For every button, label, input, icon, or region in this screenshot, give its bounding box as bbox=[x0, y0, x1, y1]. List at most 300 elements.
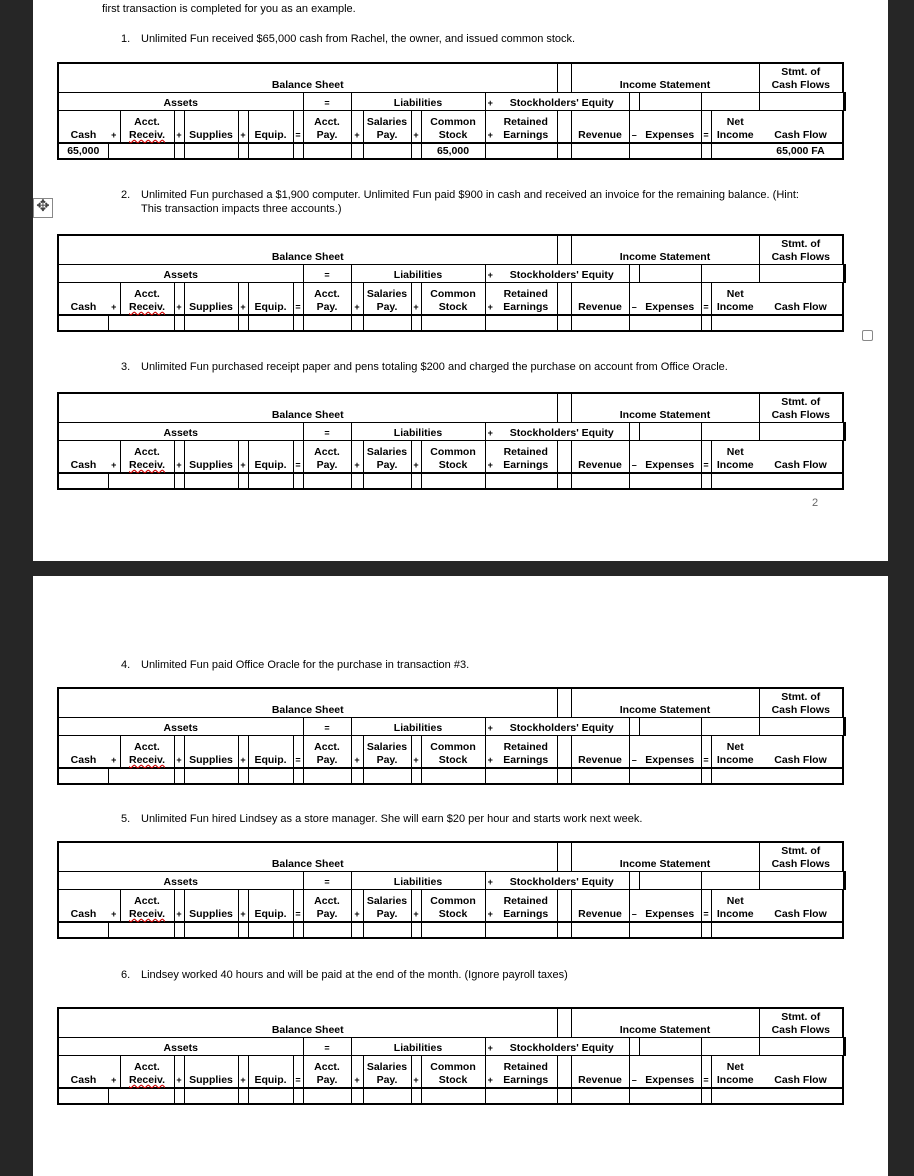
col-header-revenue: Revenue bbox=[571, 283, 629, 316]
equals-sign: = bbox=[701, 111, 711, 144]
col-header-salaries-pay: Salaries Pay. bbox=[363, 890, 411, 923]
equals-sign: = bbox=[701, 736, 711, 769]
assets-header: Assets bbox=[58, 93, 303, 111]
cash-flow-cell bbox=[843, 93, 845, 111]
col-header-supplies: Supplies bbox=[184, 283, 238, 316]
balance-sheet-header: Balance Sheet bbox=[58, 393, 557, 423]
income-cell bbox=[759, 872, 843, 890]
income-cell bbox=[759, 93, 843, 111]
income-cell bbox=[711, 872, 759, 890]
entry-cash[interactable]: 65,000 bbox=[58, 143, 108, 159]
col-header-common-stock: Common Stock bbox=[421, 111, 485, 144]
entry-net-income[interactable] bbox=[711, 1088, 759, 1104]
income-cell bbox=[711, 93, 759, 111]
entry-acct-receiv[interactable] bbox=[120, 315, 174, 331]
entry-acct-receiv[interactable] bbox=[120, 1088, 174, 1104]
question-text: Lindsey worked 40 hours and will be paid at the end of the month. (Ignore payroll taxes) bbox=[141, 969, 568, 981]
col-header-cash: Cash bbox=[58, 1056, 108, 1089]
entry-salaries-pay[interactable] bbox=[363, 1088, 411, 1104]
plus-sign: + bbox=[411, 736, 421, 769]
entry-net-income[interactable] bbox=[711, 473, 759, 489]
col-header-retained-earnings: Retained Earnings bbox=[495, 736, 557, 769]
entry-common-stock[interactable] bbox=[421, 315, 485, 331]
gap-cell bbox=[557, 736, 571, 769]
entry-retained-earnings[interactable] bbox=[495, 143, 557, 159]
income-cell bbox=[639, 872, 701, 890]
entry-revenue[interactable] bbox=[571, 143, 629, 159]
col-header-net-income: Net Income bbox=[711, 890, 759, 923]
equals-sign: = bbox=[701, 283, 711, 316]
balance-sheet-header: Balance Sheet bbox=[58, 842, 557, 872]
assets-header: Assets bbox=[58, 718, 303, 736]
equals-sign: = bbox=[293, 111, 303, 144]
income-cell bbox=[639, 265, 701, 283]
liabilities-header: Liabilities bbox=[351, 872, 485, 890]
entry-salaries-pay[interactable] bbox=[363, 143, 411, 159]
plus-sign: + bbox=[238, 890, 248, 923]
plus-sign: + bbox=[174, 736, 184, 769]
col-header-acct-receiv: Acct. Receiv. bbox=[120, 111, 174, 144]
plus-sign: + bbox=[485, 736, 495, 769]
question-text: Unlimited Fun purchased receipt paper and pens totaling $200 and charged the purchase on account from Office Oracle. bbox=[141, 361, 728, 373]
entry-revenue[interactable] bbox=[571, 473, 629, 489]
col-header-revenue: Revenue bbox=[571, 1056, 629, 1089]
col-header-expenses: Expenses bbox=[639, 736, 701, 769]
plus-sign: + bbox=[411, 890, 421, 923]
income-cell bbox=[639, 1038, 701, 1056]
entry-acct-receiv[interactable] bbox=[120, 143, 174, 159]
entry-row bbox=[58, 1088, 845, 1104]
income-statement-header: Income Statement bbox=[571, 235, 759, 265]
plus-sign: + bbox=[174, 441, 184, 474]
plus-sign: + bbox=[485, 423, 495, 441]
minus-sign: – bbox=[629, 111, 639, 144]
entry-supplies[interactable] bbox=[184, 922, 238, 938]
entry-cash[interactable] bbox=[58, 473, 108, 489]
entry-retained-earnings[interactable] bbox=[495, 922, 557, 938]
plus-sign: + bbox=[238, 441, 248, 474]
question-number: 6. bbox=[121, 969, 131, 981]
minus-sign: – bbox=[629, 283, 639, 316]
col-header-net-income: Net Income bbox=[711, 283, 759, 316]
col-header-cash: Cash bbox=[58, 736, 108, 769]
income-cell bbox=[639, 718, 701, 736]
entry-equip[interactable] bbox=[248, 315, 293, 331]
entry-acct-pay[interactable] bbox=[303, 315, 351, 331]
entry-row bbox=[58, 315, 845, 331]
entry-cash-flow[interactable] bbox=[759, 922, 843, 938]
col-header-acct-pay: Acct. Pay. bbox=[303, 111, 351, 144]
entry-acct-pay[interactable] bbox=[303, 143, 351, 159]
question-text: Unlimited Fun purchased a $1,900 computer. Unlimited Fun paid $900 in cash and received an invoice for the remaining balance. (Hint: This transaction impacts three accounts.) bbox=[141, 189, 799, 215]
entry-cash-flow[interactable] bbox=[759, 1088, 843, 1104]
entry-expenses[interactable] bbox=[639, 315, 701, 331]
col-header-acct-pay: Acct. Pay. bbox=[303, 441, 351, 474]
income-statement-header: Income Statement bbox=[571, 1008, 759, 1038]
income-cell bbox=[639, 423, 701, 441]
entry-expenses[interactable] bbox=[639, 922, 701, 938]
minus-sign: – bbox=[629, 890, 639, 923]
entry-common-stock[interactable]: 65,000 bbox=[421, 143, 485, 159]
col-header-net-income: Net Income bbox=[711, 736, 759, 769]
entry-acct-pay[interactable] bbox=[303, 1088, 351, 1104]
entry-common-stock[interactable] bbox=[421, 473, 485, 489]
plus-sign: + bbox=[174, 283, 184, 316]
entry-equip[interactable] bbox=[248, 143, 293, 159]
question-number: 5. bbox=[121, 813, 131, 825]
col-header-cash-flow: Cash Flow bbox=[759, 441, 843, 474]
stockholders-equity-header: Stockholders' Equity bbox=[495, 872, 629, 890]
stmt-cash-flows-header: Stmt. of Cash Flows bbox=[759, 1008, 843, 1038]
stockholders-equity-header: Stockholders' Equity bbox=[495, 1038, 629, 1056]
assets-header: Assets bbox=[58, 265, 303, 283]
cash-flow-cell bbox=[843, 423, 845, 441]
transaction-question bbox=[121, 188, 811, 216]
liabilities-header: Liabilities bbox=[351, 265, 485, 283]
col-header-cash: Cash bbox=[58, 890, 108, 923]
gap-cell bbox=[629, 265, 639, 283]
entry-common-stock[interactable] bbox=[421, 922, 485, 938]
question-text: Unlimited Fun hired Lindsey as a store manager. She will earn $20 per hour and starts work next week. bbox=[141, 813, 643, 825]
col-header-expenses: Expenses bbox=[639, 283, 701, 316]
col-header-acct-pay: Acct. Pay. bbox=[303, 283, 351, 316]
entry-retained-earnings[interactable] bbox=[495, 315, 557, 331]
entry-acct-receiv[interactable] bbox=[120, 768, 174, 784]
transaction-worksheet-table bbox=[57, 1007, 846, 1105]
entry-salaries-pay[interactable] bbox=[363, 473, 411, 489]
income-cell bbox=[711, 1038, 759, 1056]
col-header-acct-receiv: Acct. Receiv. bbox=[120, 1056, 174, 1089]
question-number: 2. bbox=[121, 189, 131, 201]
equals-sign: = bbox=[303, 265, 351, 283]
col-header-supplies: Supplies bbox=[184, 441, 238, 474]
transaction-question bbox=[121, 658, 811, 672]
col-header-cash-flow: Cash Flow bbox=[759, 890, 843, 923]
plus-sign: + bbox=[108, 111, 120, 144]
entry-acct-pay[interactable] bbox=[303, 768, 351, 784]
entry-acct-receiv[interactable] bbox=[120, 473, 174, 489]
question-number: 1. bbox=[121, 33, 131, 45]
income-cell bbox=[759, 718, 843, 736]
question-number: 3. bbox=[121, 361, 131, 373]
entry-cash[interactable] bbox=[58, 1088, 108, 1104]
entry-expenses[interactable] bbox=[639, 768, 701, 784]
question-text: Unlimited Fun paid Office Oracle for the purchase in transaction #3. bbox=[141, 659, 470, 671]
gap-cell bbox=[629, 423, 639, 441]
plus-sign: + bbox=[485, 441, 495, 474]
col-header-common-stock: Common Stock bbox=[421, 1056, 485, 1089]
gap-cell bbox=[557, 283, 571, 316]
income-cell bbox=[701, 265, 711, 283]
plus-sign: + bbox=[485, 283, 495, 316]
entry-revenue[interactable] bbox=[571, 1088, 629, 1104]
transaction-worksheet-table bbox=[57, 841, 846, 939]
plus-sign: + bbox=[485, 93, 495, 111]
equals-sign: = bbox=[303, 872, 351, 890]
income-statement-header: Income Statement bbox=[571, 63, 759, 93]
minus-sign: – bbox=[629, 736, 639, 769]
col-header-salaries-pay: Salaries Pay. bbox=[363, 283, 411, 316]
entry-equip[interactable] bbox=[248, 922, 293, 938]
col-header-common-stock: Common Stock bbox=[421, 890, 485, 923]
plus-sign: + bbox=[485, 718, 495, 736]
stockholders-equity-header: Stockholders' Equity bbox=[495, 265, 629, 283]
plus-sign: + bbox=[108, 890, 120, 923]
col-header-expenses: Expenses bbox=[639, 111, 701, 144]
col-header-expenses: Expenses bbox=[639, 1056, 701, 1089]
col-header-acct-pay: Acct. Pay. bbox=[303, 890, 351, 923]
entry-cash-flow[interactable] bbox=[759, 315, 843, 331]
income-cell bbox=[759, 423, 843, 441]
plus-sign: + bbox=[108, 441, 120, 474]
equals-sign: = bbox=[293, 1056, 303, 1089]
income-statement-header: Income Statement bbox=[571, 688, 759, 718]
entry-expenses[interactable] bbox=[639, 143, 701, 159]
entry-net-income[interactable] bbox=[711, 922, 759, 938]
col-header-retained-earnings: Retained Earnings bbox=[495, 890, 557, 923]
gap-cell bbox=[629, 93, 639, 111]
equals-sign: = bbox=[701, 1056, 711, 1089]
entry-net-income[interactable] bbox=[711, 143, 759, 159]
col-header-revenue: Revenue bbox=[571, 111, 629, 144]
plus-sign: + bbox=[108, 283, 120, 316]
gap-cell bbox=[629, 1038, 639, 1056]
entry-retained-earnings[interactable] bbox=[495, 768, 557, 784]
equals-sign: = bbox=[293, 736, 303, 769]
stmt-cash-flows-header: Stmt. of Cash Flows bbox=[759, 688, 843, 718]
col-header-acct-receiv: Acct. Receiv. bbox=[120, 890, 174, 923]
plus-sign: + bbox=[485, 111, 495, 144]
income-cell bbox=[701, 93, 711, 111]
equals-sign: = bbox=[293, 283, 303, 316]
entry-salaries-pay[interactable] bbox=[363, 768, 411, 784]
col-header-revenue: Revenue bbox=[571, 441, 629, 474]
intro-text: first transaction is completed for you as an example. bbox=[102, 3, 356, 15]
balance-sheet-header: Balance Sheet bbox=[58, 1008, 557, 1038]
gap-cell bbox=[557, 890, 571, 923]
plus-sign: + bbox=[174, 111, 184, 144]
stmt-cash-flows-header: Stmt. of Cash Flows bbox=[759, 235, 843, 265]
col-header-cash: Cash bbox=[58, 283, 108, 316]
plus-sign: + bbox=[411, 441, 421, 474]
liabilities-header: Liabilities bbox=[351, 423, 485, 441]
col-header-revenue: Revenue bbox=[571, 736, 629, 769]
entry-salaries-pay[interactable] bbox=[363, 315, 411, 331]
col-header-acct-pay: Acct. Pay. bbox=[303, 1056, 351, 1089]
balance-sheet-header: Balance Sheet bbox=[58, 688, 557, 718]
income-cell bbox=[759, 265, 843, 283]
plus-sign: + bbox=[238, 736, 248, 769]
stmt-cash-flows-header: Stmt. of Cash Flows bbox=[759, 393, 843, 423]
entry-common-stock[interactable] bbox=[421, 768, 485, 784]
liabilities-header: Liabilities bbox=[351, 1038, 485, 1056]
entry-revenue[interactable] bbox=[571, 922, 629, 938]
plus-sign: + bbox=[485, 265, 495, 283]
plus-sign: + bbox=[351, 111, 363, 144]
income-cell bbox=[711, 423, 759, 441]
income-cell bbox=[701, 423, 711, 441]
col-header-acct-pay: Acct. Pay. bbox=[303, 736, 351, 769]
plus-sign: + bbox=[411, 283, 421, 316]
col-header-common-stock: Common Stock bbox=[421, 736, 485, 769]
entry-supplies[interactable] bbox=[184, 768, 238, 784]
entry-retained-earnings[interactable] bbox=[495, 473, 557, 489]
entry-revenue[interactable] bbox=[571, 768, 629, 784]
liabilities-header: Liabilities bbox=[351, 93, 485, 111]
table-move-handle-icon[interactable]: ✥ bbox=[33, 198, 53, 218]
stockholders-equity-header: Stockholders' Equity bbox=[495, 423, 629, 441]
col-header-equip: Equip. bbox=[248, 1056, 293, 1089]
income-cell bbox=[711, 265, 759, 283]
entry-supplies[interactable] bbox=[184, 143, 238, 159]
col-header-acct-receiv: Acct. Receiv. bbox=[120, 441, 174, 474]
equals-sign: = bbox=[303, 1038, 351, 1056]
gap-cell bbox=[557, 441, 571, 474]
plus-sign: + bbox=[485, 890, 495, 923]
entry-equip[interactable] bbox=[248, 1088, 293, 1104]
plus-sign: + bbox=[351, 1056, 363, 1089]
transaction-question bbox=[121, 360, 811, 374]
col-header-cash-flow: Cash Flow bbox=[759, 283, 843, 316]
entry-cash[interactable] bbox=[58, 922, 108, 938]
assets-header: Assets bbox=[58, 423, 303, 441]
gap-cell bbox=[629, 872, 639, 890]
entry-row bbox=[58, 768, 845, 784]
plus-sign: + bbox=[238, 283, 248, 316]
col-header-supplies: Supplies bbox=[184, 1056, 238, 1089]
col-header-salaries-pay: Salaries Pay. bbox=[363, 736, 411, 769]
entry-salaries-pay[interactable] bbox=[363, 922, 411, 938]
plus-sign: + bbox=[411, 111, 421, 144]
question-number: 4. bbox=[121, 659, 131, 671]
entry-retained-earnings[interactable] bbox=[495, 1088, 557, 1104]
plus-sign: + bbox=[351, 283, 363, 316]
gap-cell bbox=[557, 111, 571, 144]
plus-sign: + bbox=[485, 1038, 495, 1056]
entry-common-stock[interactable] bbox=[421, 1088, 485, 1104]
plus-sign: + bbox=[238, 111, 248, 144]
col-header-expenses: Expenses bbox=[639, 890, 701, 923]
col-header-equip: Equip. bbox=[248, 890, 293, 923]
equals-sign: = bbox=[701, 441, 711, 474]
plus-sign: + bbox=[351, 441, 363, 474]
plus-sign: + bbox=[351, 890, 363, 923]
col-header-supplies: Supplies bbox=[184, 111, 238, 144]
assets-header: Assets bbox=[58, 1038, 303, 1056]
minus-sign: – bbox=[629, 1056, 639, 1089]
cash-flow-cell bbox=[843, 718, 845, 736]
balance-sheet-header: Balance Sheet bbox=[58, 63, 557, 93]
document-page-1 bbox=[33, 0, 888, 561]
equals-sign: = bbox=[303, 93, 351, 111]
entry-net-income[interactable] bbox=[711, 768, 759, 784]
col-header-common-stock: Common Stock bbox=[421, 441, 485, 474]
entry-expenses[interactable] bbox=[639, 1088, 701, 1104]
entry-cash[interactable] bbox=[58, 768, 108, 784]
income-statement-header: Income Statement bbox=[571, 393, 759, 423]
table-resize-handle-icon[interactable] bbox=[862, 330, 873, 341]
col-header-equip: Equip. bbox=[248, 283, 293, 316]
entry-acct-receiv[interactable] bbox=[120, 922, 174, 938]
col-header-retained-earnings: Retained Earnings bbox=[495, 111, 557, 144]
income-cell bbox=[701, 872, 711, 890]
transaction-worksheet-table bbox=[57, 62, 846, 160]
col-header-supplies: Supplies bbox=[184, 890, 238, 923]
col-header-cash: Cash bbox=[58, 441, 108, 474]
entry-net-income[interactable] bbox=[711, 315, 759, 331]
equals-sign: = bbox=[303, 423, 351, 441]
cash-flow-cell bbox=[843, 265, 845, 283]
col-header-retained-earnings: Retained Earnings bbox=[495, 1056, 557, 1089]
plus-sign: + bbox=[108, 736, 120, 769]
col-header-cash-flow: Cash Flow bbox=[759, 111, 843, 144]
transaction-question bbox=[121, 32, 811, 46]
col-header-salaries-pay: Salaries Pay. bbox=[363, 111, 411, 144]
col-header-net-income: Net Income bbox=[711, 441, 759, 474]
balance-sheet-header: Balance Sheet bbox=[58, 235, 557, 265]
equals-sign: = bbox=[701, 890, 711, 923]
plus-sign: + bbox=[238, 1056, 248, 1089]
transaction-worksheet-table bbox=[57, 687, 846, 785]
col-header-supplies: Supplies bbox=[184, 736, 238, 769]
entry-cash-flow[interactable] bbox=[759, 473, 843, 489]
entry-row bbox=[58, 143, 845, 159]
gap-cell bbox=[557, 1056, 571, 1089]
transaction-worksheet-table bbox=[57, 392, 846, 490]
entry-cash-flow[interactable]: 65,000 FA bbox=[759, 143, 843, 159]
entry-expenses[interactable] bbox=[639, 473, 701, 489]
entry-acct-pay[interactable] bbox=[303, 922, 351, 938]
transaction-question bbox=[121, 968, 811, 982]
equals-sign: = bbox=[303, 718, 351, 736]
plus-sign: + bbox=[174, 1056, 184, 1089]
entry-supplies[interactable] bbox=[184, 473, 238, 489]
entry-supplies[interactable] bbox=[184, 1088, 238, 1104]
plus-sign: + bbox=[485, 1056, 495, 1089]
plus-sign: + bbox=[411, 1056, 421, 1089]
plus-sign: + bbox=[174, 890, 184, 923]
stmt-cash-flows-header: Stmt. of Cash Flows bbox=[759, 842, 843, 872]
entry-equip[interactable] bbox=[248, 768, 293, 784]
col-header-salaries-pay: Salaries Pay. bbox=[363, 1056, 411, 1089]
assets-header: Assets bbox=[58, 872, 303, 890]
income-statement-header: Income Statement bbox=[571, 842, 759, 872]
col-header-equip: Equip. bbox=[248, 111, 293, 144]
stmt-cash-flows-header: Stmt. of Cash Flows bbox=[759, 63, 843, 93]
entry-supplies[interactable] bbox=[184, 315, 238, 331]
plus-sign: + bbox=[108, 1056, 120, 1089]
income-cell bbox=[759, 1038, 843, 1056]
entry-cash-flow[interactable] bbox=[759, 768, 843, 784]
entry-cash[interactable] bbox=[58, 315, 108, 331]
col-header-cash: Cash bbox=[58, 111, 108, 144]
col-header-revenue: Revenue bbox=[571, 890, 629, 923]
col-header-common-stock: Common Stock bbox=[421, 283, 485, 316]
question-text: Unlimited Fun received $65,000 cash from Rachel, the owner, and issued common stock. bbox=[141, 33, 576, 45]
entry-equip[interactable] bbox=[248, 473, 293, 489]
income-cell bbox=[639, 93, 701, 111]
plus-sign: + bbox=[485, 872, 495, 890]
cash-flow-cell bbox=[843, 1038, 845, 1056]
minus-sign: – bbox=[629, 441, 639, 474]
entry-revenue[interactable] bbox=[571, 315, 629, 331]
equals-sign: = bbox=[293, 890, 303, 923]
income-cell bbox=[701, 1038, 711, 1056]
col-header-retained-earnings: Retained Earnings bbox=[495, 283, 557, 316]
entry-acct-pay[interactable] bbox=[303, 473, 351, 489]
col-header-net-income: Net Income bbox=[711, 1056, 759, 1089]
col-header-net-income: Net Income bbox=[711, 111, 759, 144]
